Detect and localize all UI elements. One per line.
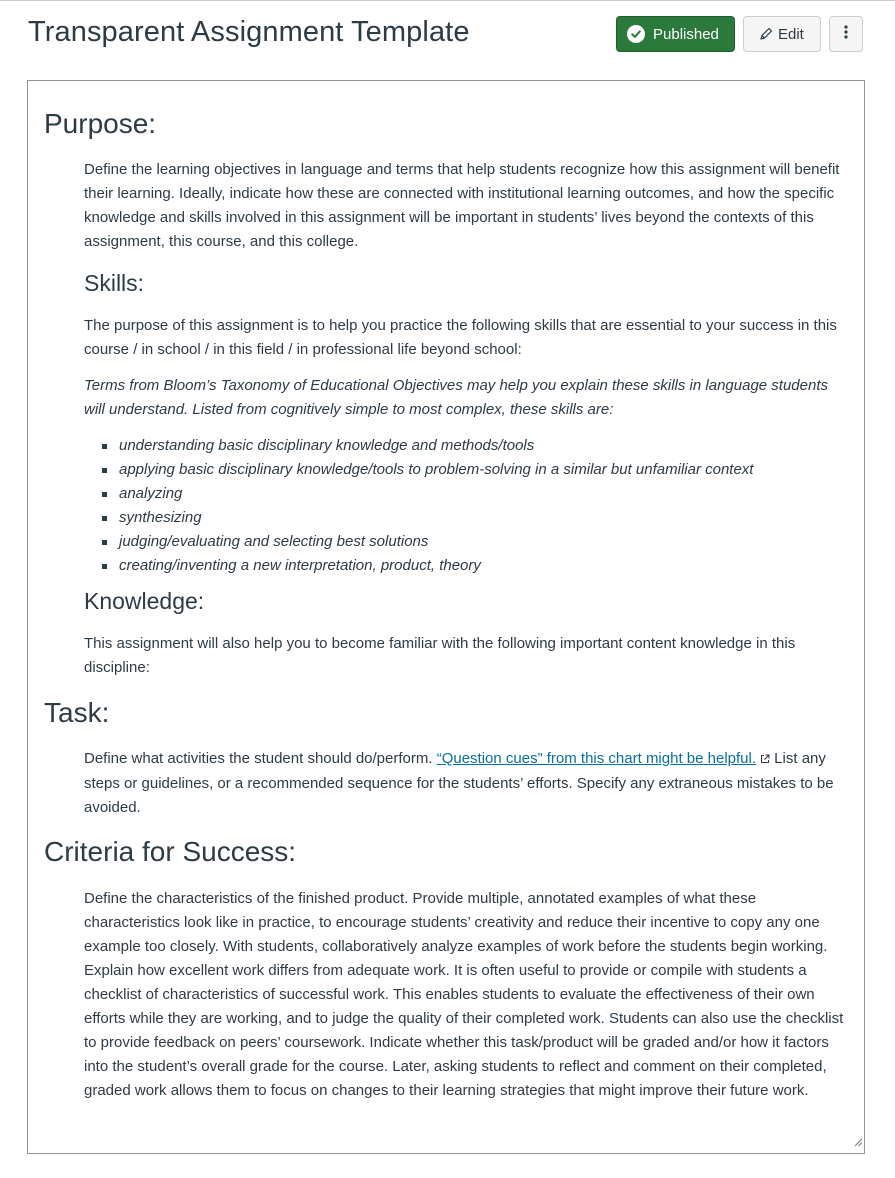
knowledge-text: This assignment will also help you to become familiar with the following important content knowledge in this discipline:	[84, 635, 796, 676]
list-item: creating/inventing a new interpretation, product, theory	[84, 554, 844, 578]
list-item: analyzing	[84, 482, 844, 506]
published-button[interactable]	[616, 16, 735, 52]
task-text-after: List any steps or guidelines, or a recommended sequence for the students’ efforts. Specify any extraneous mistakes to be avoided.	[84, 750, 834, 816]
task-text-before: Define what activities the student should do/perform.	[84, 750, 437, 767]
more-options-button[interactable]	[829, 16, 863, 52]
skills-heading: Skills:	[84, 270, 145, 296]
purpose-text: Define the learning objectives in language and terms that help students recognize how this assignment will benefit their learning. Ideally, indicate how these are connected with institutional learning outcomes, and how the specific knowledge and skills involved in this assignment will be important in students’ lives beyond the contexts of this assignment, this course, and this college.	[84, 161, 840, 250]
resize-handle-icon[interactable]	[853, 1134, 863, 1152]
purpose-heading: Purpose:	[44, 108, 157, 139]
list-item: understanding basic disciplinary knowledge and methods/tools	[84, 434, 844, 458]
check-circle-icon	[627, 25, 645, 43]
knowledge-heading: Knowledge:	[84, 588, 205, 614]
task-heading: Task:	[44, 697, 110, 728]
page-header	[0, 0, 895, 72]
criteria-heading: Criteria for Success:	[44, 836, 297, 867]
page-title: Transparent Assignment Template	[28, 16, 470, 48]
more-vertical-icon	[844, 24, 848, 44]
skills-list	[84, 434, 844, 578]
criteria-text: Define the characteristics of the finished product. Provide multiple, annotated examples of what these characteristics look like in practice, to encourage students’ creativity and reduce their incentive to copy any one example too closely. With students, collaboratively analyze examples of work before the students begin working. Explain how excellent work differs from adequate work. It is often useful to provide or compile with students a checklist of characteristics of successful work. This enables students to evaluate the effectiveness of their own efforts while they are working, and to judge the quality of their completed work. Students can also use the checklist to provide feedback on peers’ coursework. Indicate whether this task/product will be graded and/or how it factors into the student’s overall grade for the course. Later, asking students to reflect and comment on their completed, graded work allows them to focus on changes to their learning strategies that might improve their future work.	[84, 890, 844, 1099]
published-label: Published	[653, 25, 719, 43]
skills-note: Terms from Bloom’s Taxonomy of Educational Objectives may help you explain these skills in language students will understand. Listed from cognitively simple to most complex, these skills are:	[84, 377, 829, 418]
pencil-icon	[758, 26, 774, 42]
list-item: synthesizing	[84, 506, 844, 530]
skills-intro: The purpose of this assignment is to help you practice the following skills that are essential to your success in this course / in school / in this field / in professional life beyond school:	[84, 317, 837, 358]
edit-label: Edit	[778, 25, 804, 43]
list-item: applying basic disciplinary knowledge/tools to problem-solving in a similar but unfamiliar context	[84, 458, 844, 482]
question-cues-link[interactable]: “Question cues” from this chart might be helpful.	[436, 750, 757, 767]
list-item: judging/evaluating and selecting best solutions	[84, 530, 844, 554]
task-text	[84, 747, 852, 820]
assignment-description	[27, 80, 865, 1154]
external-link-icon	[760, 748, 770, 772]
edit-button[interactable]	[743, 16, 821, 52]
